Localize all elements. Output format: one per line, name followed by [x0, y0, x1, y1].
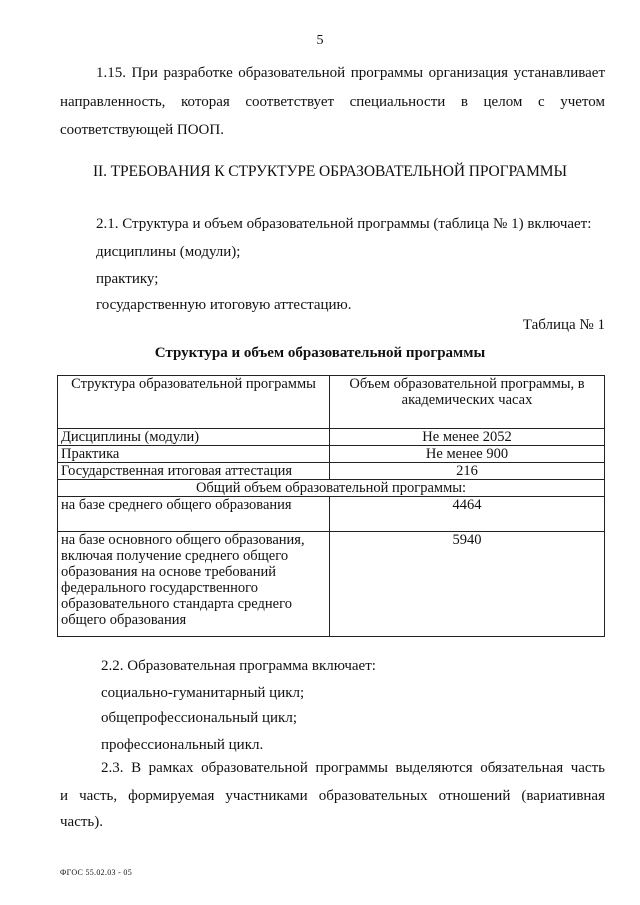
table-cell-label: на базе основного общего образования, включая получение среднего общего образования на основе требований федерального государственного образовательного стандарта среднего общего образования [58, 532, 330, 637]
list-item: государственную итоговую аттестацию. [96, 297, 352, 313]
para-2-2-intro: 2.2. Образовательная программа включает: [101, 658, 376, 674]
para-1-15-line-2: направленность, которая соответствует специальности в целом с учетом [60, 94, 605, 110]
table-header-cell: Объем образовательной программы, в академических часах [330, 376, 605, 429]
table-row [58, 463, 605, 480]
table-total-row [58, 480, 605, 497]
list-item: дисциплины (модули); [96, 244, 241, 260]
table-row [58, 446, 605, 463]
page-number: 5 [316, 33, 324, 48]
structure-table [57, 375, 605, 637]
list-item: профессиональный цикл. [101, 737, 264, 753]
table-row [58, 532, 605, 637]
section-title: II. ТРЕБОВАНИЯ К СТРУКТУРЕ ОБРАЗОВАТЕЛЬНОЙ ПРОГРАММЫ [93, 163, 567, 180]
table-cell-label: Практика [58, 446, 330, 463]
table-cell-label: на базе среднего общего образования [58, 497, 330, 532]
para-2-3-line-2: и часть, формируемая участниками образовательных отношений (вариативная [60, 788, 605, 804]
table-total-label: Общий объем образовательной программы: [58, 480, 605, 497]
para-1-15-line-1: 1.15. При разработке образовательной программы организация устанавливает [96, 65, 605, 81]
table-cell-label: Дисциплины (модули) [58, 429, 330, 446]
para-1-15-line-3: соответствующей ПООП. [60, 122, 224, 138]
table-cell-value: Не менее 900 [330, 446, 605, 463]
table-cell-value: Не менее 2052 [330, 429, 605, 446]
table-cell-value: 216 [330, 463, 605, 480]
list-item: общепрофессиональный цикл; [101, 710, 297, 726]
table-header-cell: Структура образовательной программы [58, 376, 330, 429]
table-cell-value: 5940 [330, 532, 605, 637]
list-item: социально-гуманитарный цикл; [101, 685, 305, 701]
list-item: практику; [96, 271, 159, 287]
table-caption: Структура и объем образовательной программы [154, 345, 486, 361]
para-2-3-line-1: 2.3. В рамках образовательной программы выделяются обязательная часть [101, 760, 605, 776]
table-cell-label: Государственная итоговая аттестация [58, 463, 330, 480]
para-2-3-line-3: часть). [60, 814, 104, 830]
table-cell-value: 4464 [330, 497, 605, 532]
footer-code: ФГОС 55.02.03 - 05 [60, 868, 133, 877]
table-number: Таблица № 1 [522, 317, 605, 333]
table-row [58, 429, 605, 446]
para-2-1-intro: 2.1. Структура и объем образовательной программы (таблица № 1) включает: [96, 216, 592, 232]
table-row [58, 497, 605, 532]
table-header-row [58, 376, 605, 429]
